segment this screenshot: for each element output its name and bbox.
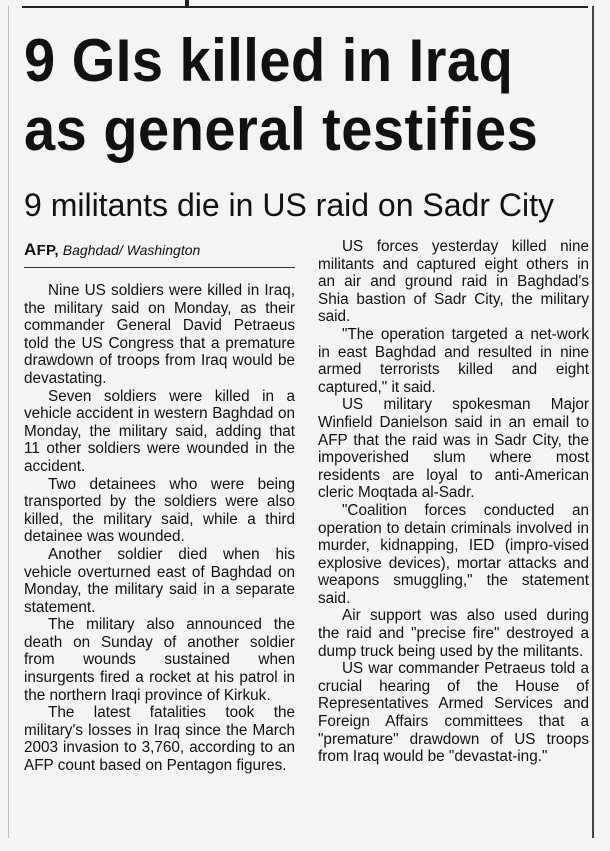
body-paragraph: The latest fatalities took the military's losses in Iraq since the March 2003 invasion to 3,760, according to an AFP count based on Pentagon figures.: [24, 704, 295, 775]
column-right-rule: [592, 6, 594, 838]
body-paragraph: "The operation targeted a net-work in east Baghdad and resulted in nine armed terrorists killed and eight captured," it said.: [318, 325, 589, 396]
body-paragraph: US military spokesman Major Winfield Danielson said in an email to AFP that the raid was in Sadr City, the impoverished slum where most residents are loyal to anti-American cleric Moqtada al-Sadr.: [318, 396, 589, 502]
body-paragraph: Nine US soldiers were killed in Iraq, the military said on Monday, as their commander General David Petraeus told the US Congress that a premature drawdown of troops from Iraq would be devastating.: [24, 282, 295, 387]
body-paragraph: US war commander Petraeus told a crucial hearing of the House of Representatives Armed Services and Foreign Affairs committees that a "premature" drawdown of US troops from Iraq would be "devastat-ing.": [318, 660, 589, 766]
body-paragraph: The military also announced the death on Sunday of another soldier from wounds sustained when insurgents fired a rocket at his patrol in the northern Iraqi province of Kirkuk.: [24, 616, 295, 704]
subheadline: 9 militants die in US raid on Sadr City: [24, 187, 554, 223]
top-rule: [22, 6, 588, 8]
body-paragraph: Air support was also used during the raid and "precise fire" destroyed a dump truck being used by the militants.: [318, 607, 589, 660]
byline-agency-cap: A: [24, 240, 37, 259]
page-left-edge: [8, 6, 9, 838]
body-paragraph: Two detainees who were being transported by the soldiers were also killed, the military said, while a third detainee was wounded.: [24, 475, 295, 546]
byline: [24, 238, 295, 262]
body-paragraph: US forces yesterday killed nine militants and captured eight others in an air and ground raid in Baghdad's Shia bastion of Sadr City, the military said.: [318, 238, 589, 326]
body-paragraph: "Coalition forces conducted an operation to detain criminals involved in murder, kidnapping, IED (impro-vised explosive devices), mortar attacks and weapons smuggling," the statement said.: [318, 501, 589, 607]
headline-line-2: as general testifies: [24, 95, 539, 164]
headline-line-1: 9 GIs killed in Iraq: [24, 26, 514, 95]
top-tick-mark: [185, 0, 189, 7]
byline-agency: [24, 242, 59, 259]
left-column: [24, 238, 295, 775]
byline-place: Baghdad/ Washington: [62, 242, 201, 258]
body-paragraph: Another soldier died when his vehicle overturned east of Baghdad on Monday, the military said in a separate statement.: [24, 545, 295, 616]
right-column: [318, 238, 589, 766]
body-paragraph: Seven soldiers were killed in a vehicle accident in western Baghdad on Monday, the military said, adding that 11 other soldiers were wounded in the accident.: [24, 387, 295, 475]
byline-rule: [24, 267, 295, 268]
byline-agency-rest: FP,: [36, 242, 59, 259]
headline: [24, 26, 590, 164]
